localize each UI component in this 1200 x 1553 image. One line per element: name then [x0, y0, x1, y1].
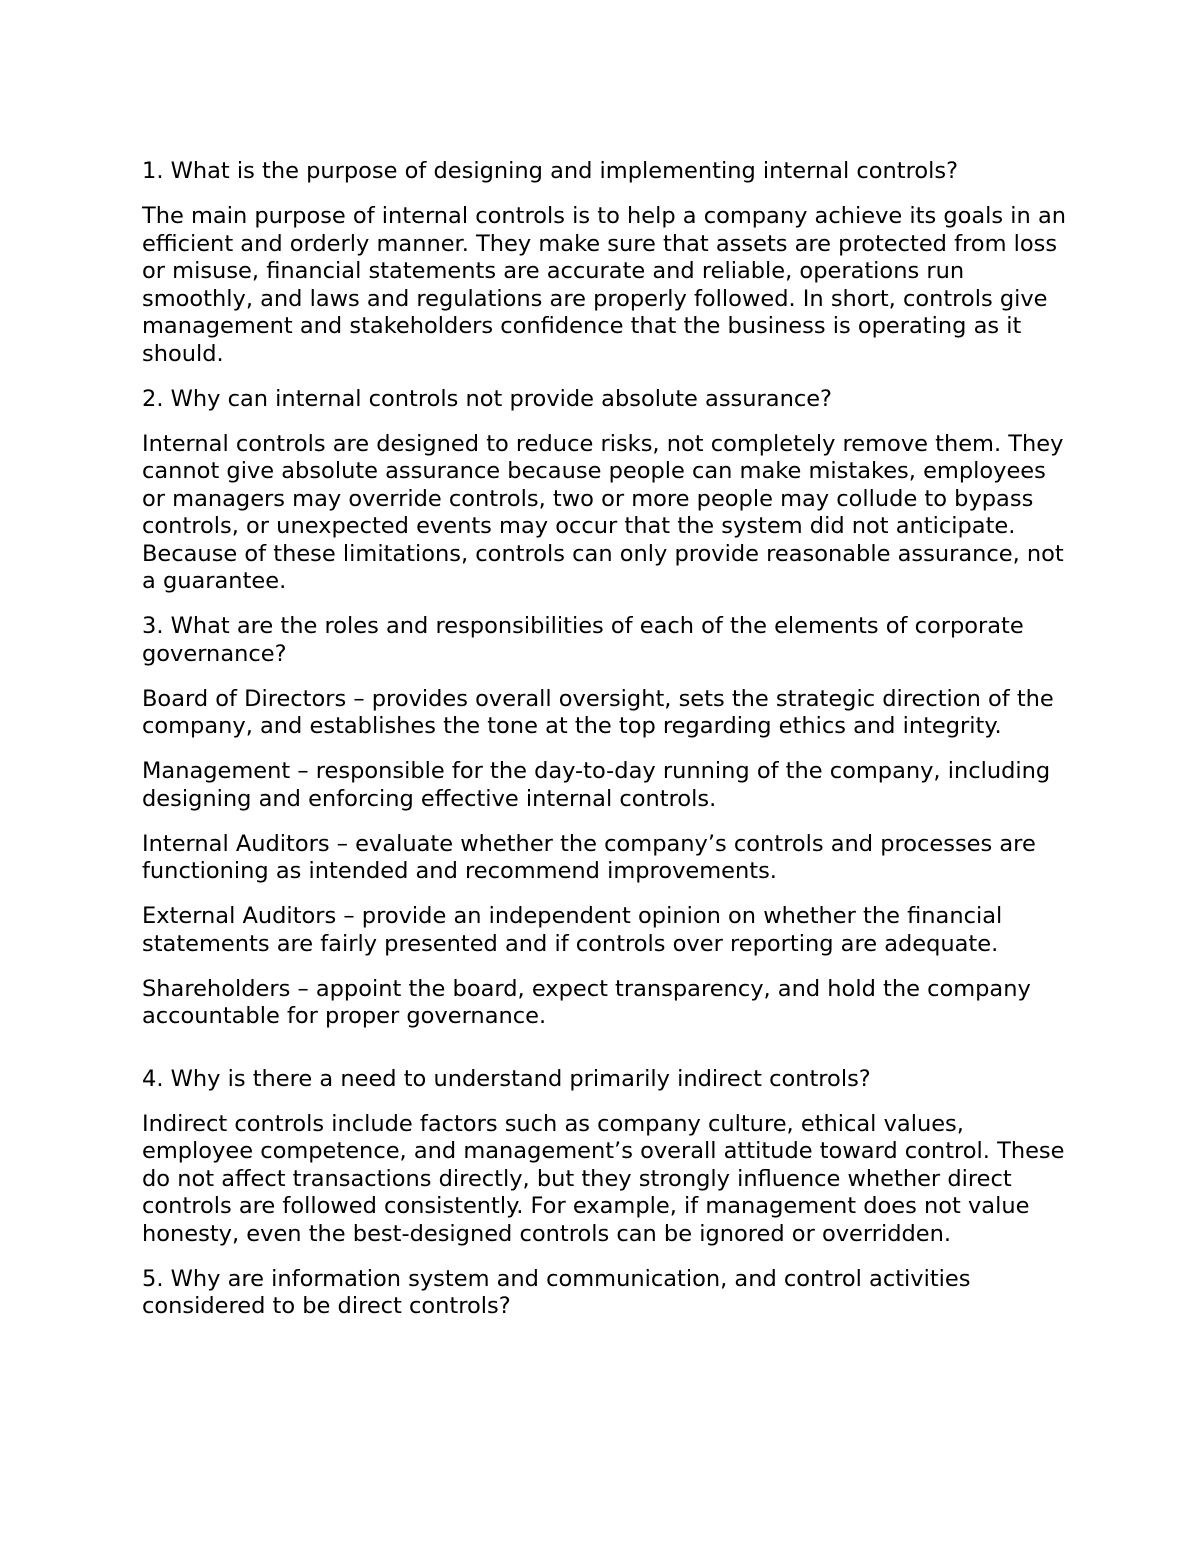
role-management: Management – responsible for the day-to-day running of the company, including designing and enforcing effective internal controls. [142, 758, 1051, 812]
question-2: 2. Why can internal controls not provide absolute assurance? [142, 385, 832, 412]
document-body [142, 158, 1072, 1338]
answer-1: The main purpose of internal controls is to help a company achieve its goals in an efficient and orderly manner. They make sure that assets are protected from loss or misuse, financial statements are accurate and reliable, operations run smoothly, and laws and regulations are properly followed. In short, controls give management and stakeholders confidence that the business is operating as it should. [142, 203, 1067, 367]
question-5: 5. Why are information system and communication, and control activities considered to be direct controls? [142, 1265, 971, 1319]
question-1: 1. What is the purpose of designing and implementing internal controls? [142, 158, 959, 184]
role-internal-auditors: Internal Auditors – evaluate whether the company’s controls and processes are functioning as intended and recommend improvements. [142, 830, 1036, 884]
answer-2: Internal controls are designed to reduce risks, not completely remove them. They cannot give absolute assurance because people can make mistakes, employees or managers may override controls, two or more people may collude to bypass controls, or unexpected events may occur that the system did not anticipate. Because of these limitations, controls can only provide reasonable assurance, not a guarantee. [142, 430, 1064, 594]
role-board-of-directors: Board of Directors – provides overall oversight, sets the strategic direction of the company, and establishes the tone at the top regarding ethics and integrity. [142, 685, 1054, 739]
question-3: 3. What are the roles and responsibilities of each of the elements of corporate governance? [142, 613, 1024, 667]
question-4: 4. Why is there a need to understand primarily indirect controls? [142, 1065, 871, 1092]
answer-4: Indirect controls include factors such as company culture, ethical values, employee competence, and management’s overall attitude toward control. These do not affect transactions directly, but they strongly influence whether direct controls are followed consistently. For example, if management does not value honesty, even the best-designed controls can be ignored or overridden. [142, 1110, 1065, 1247]
role-shareholders: Shareholders – appoint the board, expect transparency, and hold the company accountable for proper governance. [142, 975, 1031, 1029]
role-external-auditors: External Auditors – provide an independent opinion on whether the financial statements are fairly presented and if controls over reporting are adequate. [142, 903, 1003, 957]
